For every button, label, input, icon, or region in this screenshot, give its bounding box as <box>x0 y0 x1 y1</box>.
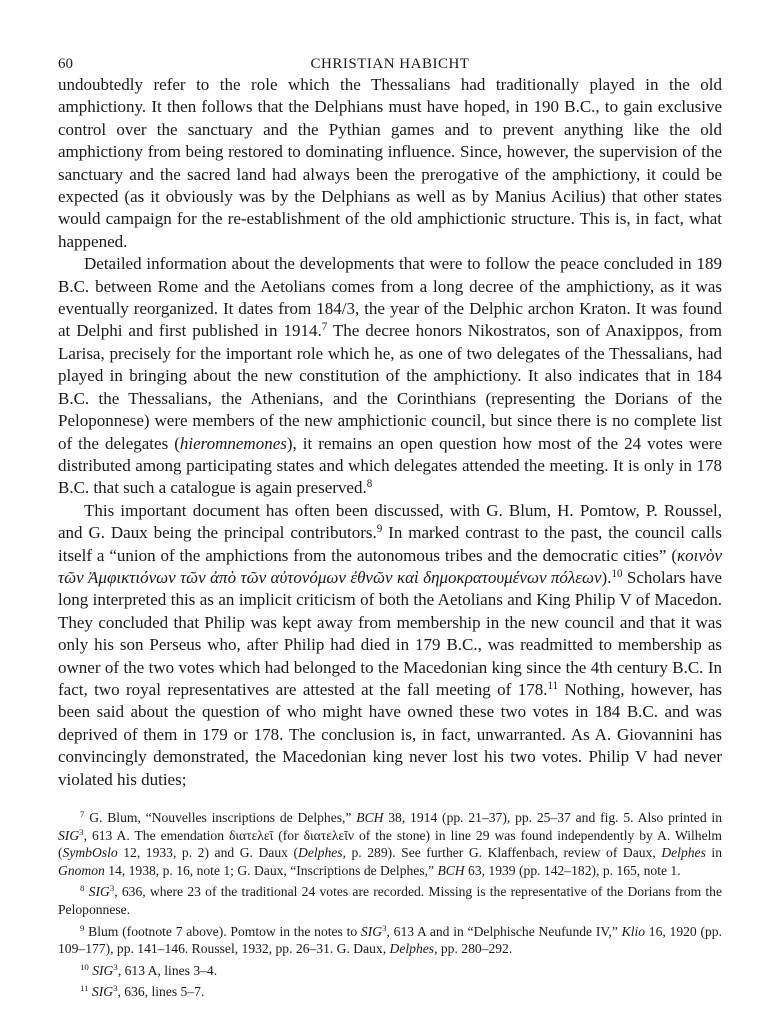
text-span: Nothing, however, has been said about the question of who might have owned these two votes in 184 B.C. and was deprived of them in 179 or 178. The conclusion is, in fact, unwarranted. As A. Giovannini has convincingly demonstrated, the Macedonian king never lost his two votes. Philip V had never violated his duties; <box>58 679 723 789</box>
footnotes <box>58 809 722 1001</box>
journal-title: Gnomon <box>58 862 105 878</box>
text-span: The decree honors Nikostratos, son of Anaxippos, from Larisa, precisely for the important role which he, as one of two delegates of the Thessalians, had played in bringing about the new constitution of the amphictiony. It also indicates that in 184 B.C. the Thessalians, the Athenians, and the Corinthians (representing the Dorians of the Peloponnese) were members of the new amphictionic council, but since there is no complete list of the delegates ( <box>58 321 722 453</box>
text-span: , 636, lines 5–7. <box>117 984 205 1000</box>
footnote-number: 11 <box>80 983 89 994</box>
corpus-abbrev: SIG <box>88 884 110 900</box>
text-span: , 613 A. The emendation διατελεῖ (for διατελεῖν of the stone) in line 29 was found independently by A. Wilhelm ( <box>58 827 722 861</box>
footnote-7 <box>58 809 722 879</box>
text-span: , p. 289). See further G. Klaffenbach, review of Daux, <box>342 845 662 861</box>
paragraph-1: undoubtedly refer to the role which the Thessalians had traditionally played in the old amphictiony. It then follows that the Delphians must have hoped, in 190 B.C., to gain exclusive control over the sanctuary and the Pythian games and to prevent anything like the old amphictiony from being restored to dominating influence. Since, however, the supervision of the sanctuary and the sacred land had always been the prerogative of the amphictiony, it could be expected (as it obviously was by the Delphians as well as by Manius Acilius) that other states would campaign for the re-establishment of the old amphictionic structure. This is, in fact, what happened. <box>58 75 722 251</box>
footnote-number: 9 <box>80 922 85 933</box>
text-span: ). <box>601 567 612 587</box>
journal-title: BCH <box>437 862 465 878</box>
edition-superscript: 3 <box>109 883 115 894</box>
running-head <box>58 44 722 74</box>
book-title: Delphes <box>661 845 706 861</box>
edition-superscript: 3 <box>382 922 387 933</box>
corpus-abbrev: SIG <box>92 962 114 978</box>
footnote-number: 8 <box>80 883 85 894</box>
footnote-ref-9[interactable]: 9 <box>376 523 383 536</box>
corpus-abbrev: SIG <box>91 984 114 1000</box>
footnote-10 <box>58 962 722 980</box>
greek-quotation: κοινὸν τῶν Ἀμφικτιόνων τῶν ἀπὸ τῶν αὐτονόμων ἐθνῶν καὶ δημοκρατουμένων πόλεων <box>58 545 722 587</box>
text-span: , 636, where 23 of the traditional 24 votes are recorded. Missing is the representative of the Dorians from the Peloponnese. <box>58 884 722 917</box>
text-span: in <box>705 845 722 861</box>
paragraph-2 <box>58 253 722 499</box>
text-span: 63, 1939 (pp. 142–182), p. 165, note 1. <box>464 862 681 878</box>
corpus-abbrev: SIG <box>58 827 80 843</box>
journal-title: BCH <box>356 810 384 825</box>
text-span: ), it remains an open question how most of the 24 votes were distributed among participating states and which delegates attended the meeting. It is only in 178 B.C. that such a catalogue is again preserved. <box>58 433 722 498</box>
text-span: Blum (footnote 7 above). Pomtow in the notes to <box>84 923 361 939</box>
text-span: , 613 A, lines 3–4. <box>117 962 218 978</box>
text-span: 16, 1920 (pp. 109–177), pp. 141–146. Roussel, 1932, pp. 26–31. G. Daux, <box>58 923 722 957</box>
book-title: Delphes <box>389 941 435 957</box>
body-text <box>58 74 722 791</box>
journal-title: SymbOslo <box>62 845 118 861</box>
text-span: 14, 1938, p. 16, note 1; G. Daux, “Inscriptions de Delphes,” <box>104 862 438 878</box>
text-span: In marked contrast to the past, the council calls itself a “union of the amphictions from the autonomous tribes and the democratic cities” ( <box>58 523 722 565</box>
running-title: CHRISTIAN HABICHT <box>310 56 470 72</box>
page-number: 60 <box>58 56 73 72</box>
footnote-ref-8[interactable]: 8 <box>366 478 373 491</box>
corpus-abbrev: SIG <box>360 923 383 939</box>
footnote-number: 7 <box>80 809 85 820</box>
footnote-ref-10[interactable]: 10 <box>611 567 623 580</box>
text-span: 12, 1933, p. 2) and G. Daux ( <box>117 845 299 861</box>
edition-superscript: 3 <box>113 961 118 972</box>
text-span: , 613 A and in “Delphische Neufunde IV,” <box>386 923 622 939</box>
text-span: Scholars have long interpreted this as an implicit criticism of both the Aetolians and King Philip V of Macedon. They concluded that Philip was kept away from membership in the new council and that it was only his son Perseus who, after Philip had died in 179 B.C., was readmitted to membership as owner of the two votes which had belonged to the Macedonian king since the 4th century B.C. In fact, two royal representatives are attested at the fall meeting of 178. <box>58 567 722 699</box>
footnote-ref-7[interactable]: 7 <box>321 321 328 334</box>
footnote-ref-11[interactable]: 11 <box>547 679 559 692</box>
text-span: Detailed information about the developments that were to follow the peace concluded in 189 B.C. between Rome and the Aetolians comes from a long decree of the amphictiony, as it was eventually reorganized. It dates from 184/3, the year of the Delphic archon Kraton. It was found at Delphi and first published in 1914. <box>58 254 722 341</box>
text-span: 38, 1914 (pp. 21–37), pp. 25–37 and fig. 5. Also printed in <box>383 810 722 825</box>
text-span: G. Blum, “Nouvelles inscriptions de Delphes,” <box>84 810 357 825</box>
edition-superscript: 3 <box>79 826 84 837</box>
book-title: Delphes <box>298 845 343 861</box>
page <box>58 44 722 1005</box>
text-span: , pp. 280–292. <box>434 941 513 957</box>
journal-title: Klio <box>621 923 646 939</box>
edition-superscript: 3 <box>113 983 118 994</box>
text-span: This important document has often been discussed, with G. Blum, H. Pomtow, P. Roussel, and G. Daux being the principal contributors. <box>58 500 722 543</box>
footnote-8 <box>58 883 722 918</box>
footnote-11 <box>58 983 722 1001</box>
footnote-9 <box>58 923 722 958</box>
paragraph-3 <box>58 500 722 791</box>
footnote-number: 10 <box>80 961 89 972</box>
italic-term: hieromnemones <box>179 433 287 453</box>
